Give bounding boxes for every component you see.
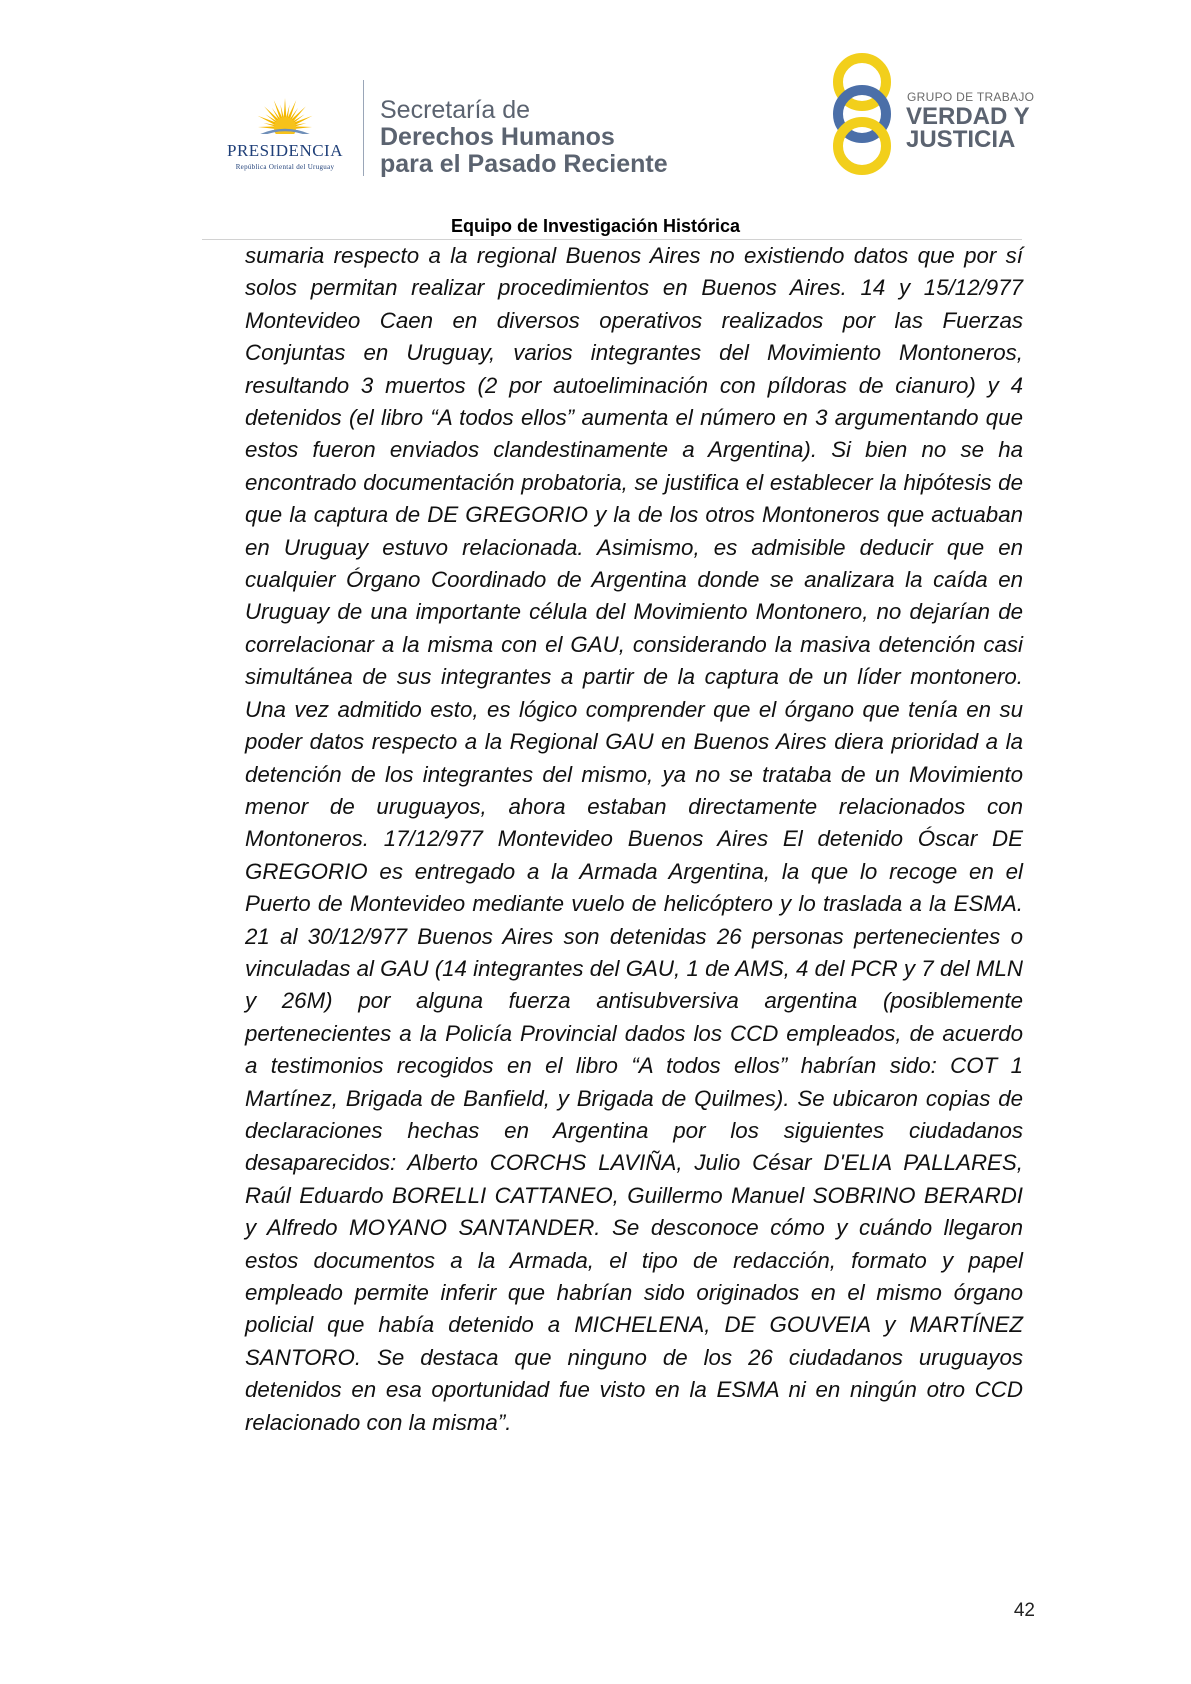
secretaria-line-2: Derechos Humanos <box>380 123 615 151</box>
verdad-justicia-rings-logo <box>822 52 902 177</box>
team-title: Equipo de Investigación Histórica <box>450 216 741 236</box>
page-header <box>0 0 1191 240</box>
verdad-label: VERDAD Y <box>906 103 1030 130</box>
body-paragraph: sumaria respecto a la regional Buenos Aires no existiendo datos que por sí solos permitan realizar procedimientos en Buenos Aires. 14 y 15/12/977 Montevideo Caen en diversos operativos realizados por las Fuerzas Conjuntas en Uruguay, varios integrantes del Movimiento Montoneros, resultando 3 muertos (2 por autoeliminación con píldoras de cianuro) y 4 detenidos (el libro “A todos ellos” aumenta el número en 3 argumentando que estos fueron enviados clandestinamente a Argentina). Si bien no se ha encontrado documentación probatoria, se justifica el establecer la hipótesis de que la captura de DE GREGORIO y la de los otros Montoneros que actuaban en Uruguay estuvo relacionada. Asimismo, es admisible deducir que en cualquier Órgano Coordinado de Argentina donde se analizara la caída en Uruguay de una importante célula del Movimiento Montonero, no dejarían de correlacionar a la misma con el GAU, considerando la masiva detención casi simultánea de sus integrantes a partir de la captura de un líder montonero. Una vez admitido esto, es lógico comprender que el órgano que tenía en su poder datos respecto a la Regional GAU en Buenos Aires diera prioridad a la detención de los integrantes del mismo, ya no se trataba de un Movimiento menor de uruguayos, ahora estaban directamente relacionados con Montoneros. 17/12/977 Montevideo Buenos Aires El detenido Óscar DE GREGORIO es entregado a la Armada Argentina, la que lo recoge en el Puerto de Montevideo mediante vuelo de helicóptero y lo traslada a la ESMA. 21 al 30/12/977 Buenos Aires son detenidas 26 personas pertenecientes o vinculadas al GAU (14 integrantes del GAU, 1 de AMS, 4 del PCR y 7 del MLN y 26M) por alguna fuerza antisubversiva argentina (posiblemente pertenecientes a la Policía Provincial dados los CCD empleados, de acuerdo a testimonios recogidos en el libro “A todos ellos” habrían sido: COT 1 Martínez, Brigada de Banfield, y Brigada de Quilmes). Se ubicaron copias de declaraciones hechas en Argentina por los siguientes ciudadanos desaparecidos: Alberto CORCHS LAVIÑA, Julio César D'ELIA PALLARES, Raúl Eduardo BORELLI CATTANEO, Guillermo Manuel SOBRINO BERARDI y Alfredo MOYANO SANTANDER. Se desconoce cómo y cuándo llegaron estos documentos a la Armada, el tipo de redacción, formato y papel empleado permite inferir que habrían sido originados en el mismo órgano policial que había detenido a MICHELENA, DE GOUVEIA y MARTÍNEZ SANTORO. Se destaca que ninguno de los 26 ciudadanos uruguayos detenidos en esa oportunidad fue visto en la ESMA ni en ningún otro CCD relacionado con la misma”. <box>245 243 1023 1435</box>
presidencia-subtitle: República Oriental del Uruguay <box>235 163 335 171</box>
page-number: 42 <box>1013 1600 1035 1621</box>
grupo-trabajo-label: GRUPO DE TRABAJO <box>907 90 1035 104</box>
secretaria-heading <box>380 96 668 178</box>
secretaria-line-3: para el Pasado Reciente <box>380 150 668 178</box>
logo-divider <box>363 80 364 176</box>
justicia-label: JUSTICIA <box>906 126 1016 153</box>
secretaria-line-1: Secretaría de <box>380 96 531 124</box>
presidencia-name: PRESIDENCIA <box>226 141 343 160</box>
